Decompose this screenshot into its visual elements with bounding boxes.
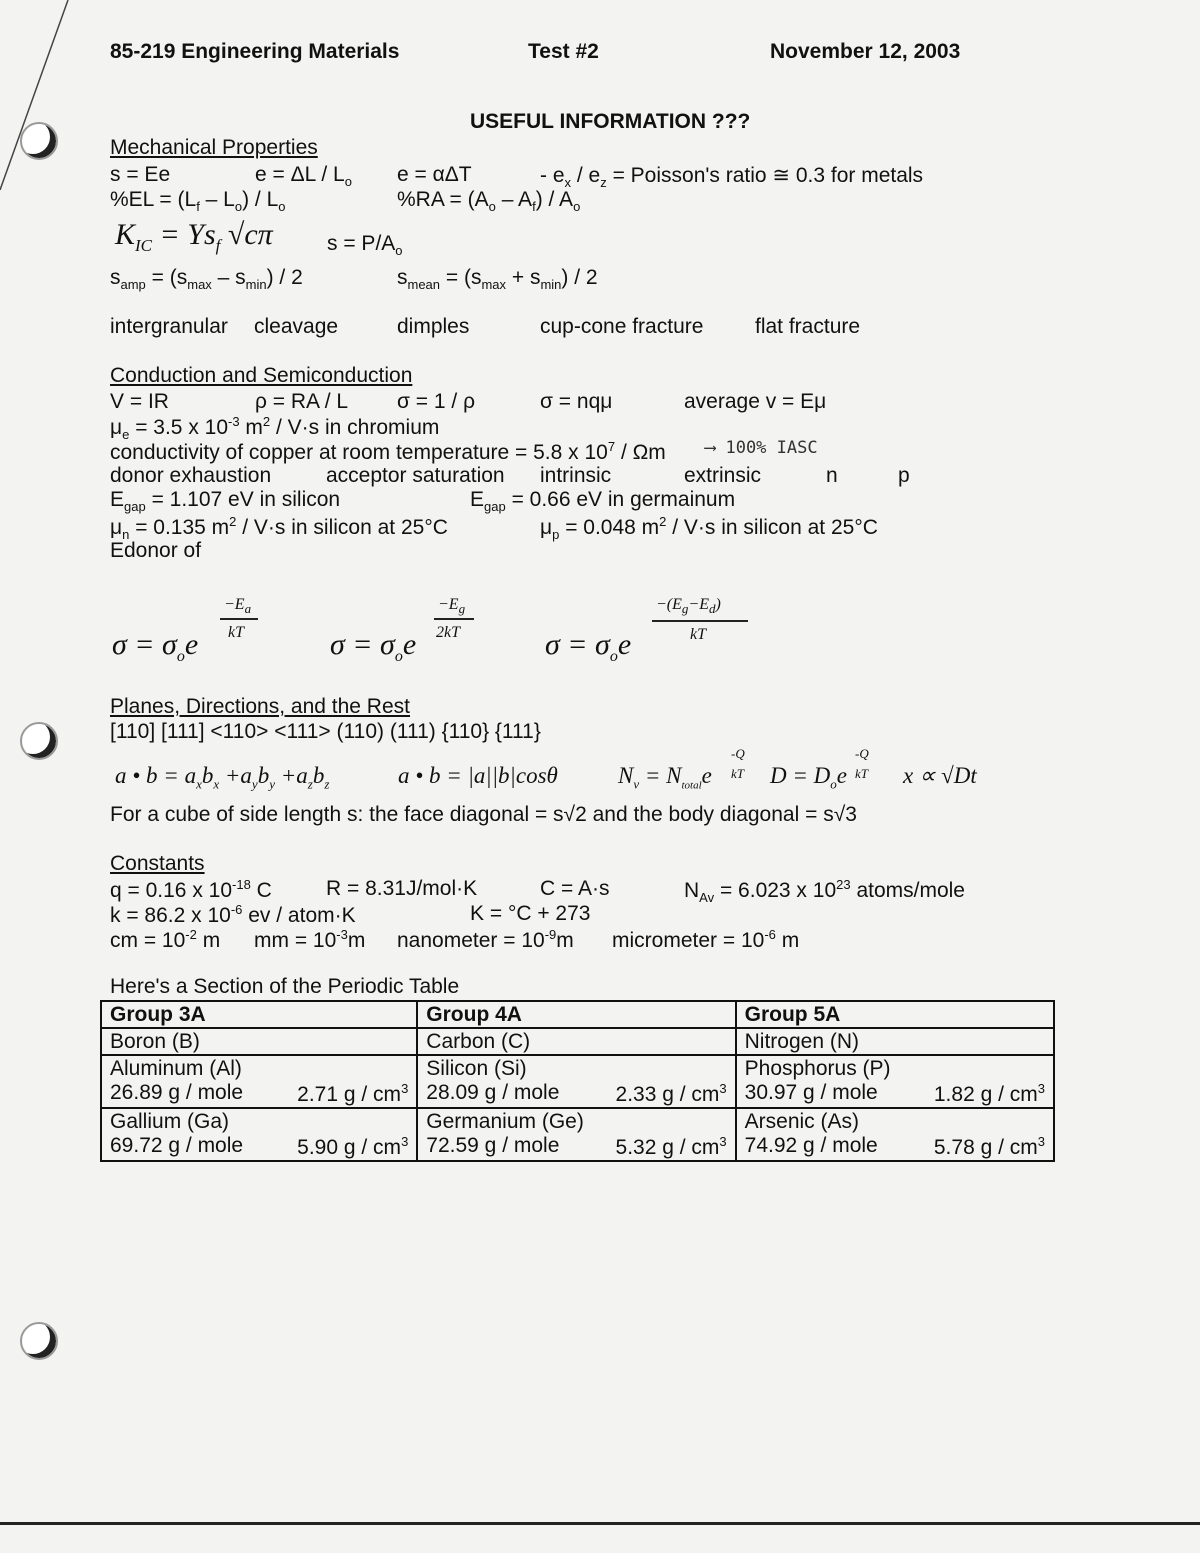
copper-conductivity: conductivity of copper at room temperature = 5.8 x $10^7$ / Ωm [110,439,666,464]
mechanical-heading: Mechanical Properties [110,136,318,159]
gas-constant: R = 8.31J/mol·K [326,877,478,900]
element-properties: 72.59 g / mole 5.32 g / $cm^3$ [417,1134,735,1161]
handwritten-note: ⟶ 100% IASC [705,438,818,458]
exponent-numerator: -Q [731,746,745,761]
periodic-table [100,1000,1055,1162]
dot-product-components-eq: a • $b = a_xb_x +a_yb_y +a_zb_z$ [115,763,330,792]
element-name: Carbon (C) [417,1028,735,1055]
electron-charge: q = 0.16 x $10^{-18}$ C [110,877,272,902]
thermal-strain-eq: e = αΔT [397,163,472,186]
element-name: Boron (B) [101,1028,417,1055]
fracture-toughness-eq: $K_{IC} = Ys_f$ √cπ [115,218,273,255]
semiconductor-term: donor exhaustion [110,464,272,487]
ohm-law-eq: V = IR [110,390,169,413]
exponent-numerator: -Q [855,746,869,761]
group-header: Group 4A [417,1001,735,1028]
fraction-bar [652,620,748,622]
mean-stress-eq: $s_{mean} = (s_{max} + s_{min}) / 2$ [397,266,598,293]
resistivity-eq: ρ = RA / L [255,390,349,413]
table-row [101,1108,1054,1134]
element-name: Arsenic (As) [736,1108,1054,1134]
fracture-term: dimples [397,315,470,338]
group-header: Group 3A [101,1001,417,1028]
element-properties: 69.72 g / mole 5.90 g / $cm^3$ [101,1134,417,1161]
diffusion-eq: $D = D_oe$ [770,763,847,792]
periodic-table-heading: Here's a Section of the Periodic Table [110,975,460,998]
conductivity-eq: σ = 1 / ρ [397,390,476,413]
nanometer-def: nanometer = $10^{-9}m$ [397,927,574,952]
fracture-term: flat fracture [755,315,861,338]
poisson-eq: - $e_x / e_z$ = Poisson's ratio ≅ 0.3 for metals [540,164,924,191]
exponent-denominator: kT [855,766,868,781]
dot-product-angle-eq: a • b = |a||b|cosθ [398,763,558,788]
planes-heading: Planes, Directions, and the Rest [110,695,410,718]
drift-velocity-eq: average v = Eμ [684,390,827,413]
test-number: Test #2 [528,40,599,63]
page-bottom-edge [0,1522,1200,1525]
test-date: November 12, 2003 [770,40,961,63]
fraction-bar [434,618,474,620]
centimeter-def: cm = $10^{-2}$ m [110,927,221,952]
semiconductor-term: p [898,464,910,487]
electron-mobility-silicon: $\mu_n = 0.135$ $m^2 / V\cdot s$ in silicon at 25°C [110,514,448,543]
semiconductor-term: n [826,464,838,487]
element-name: Aluminum (Al) [101,1055,417,1081]
amplitude-stress-eq: $s_{amp} = (s_{max} - s_{min}) / 2$ [110,266,303,293]
semiconductor-term: acceptor saturation [326,464,505,487]
element-properties: 30.97 g / mole 1.82 g / $cm^3$ [736,1081,1054,1108]
binder-hole-middle [20,722,58,760]
donor-conductivity-eq: $\sigma = \sigma_oe$ [545,628,632,665]
avogadro-number: $N_{Av} = 6.023$ x $10^{23}$ atoms/mole [684,877,965,906]
fracture-term: cup-cone fracture [540,315,704,338]
micrometer-def: micrometer = $10^{-6}$ m [612,927,800,952]
edonor-label: Edonor of [110,539,202,562]
hole-mobility-silicon: $\mu_p = 0.048$ $m^2 / V\cdot s$ in silicon at 25°C [540,514,878,543]
stress-strain-eq: s = Ee [110,163,171,186]
page-title: USEFUL INFORMATION ??? [470,110,751,133]
element-properties: 28.09 g / mole 2.33 g / $cm^3$ [417,1081,735,1108]
fracture-term: cleavage [254,315,339,338]
element-properties: 74.92 g / mole 5.78 g / $cm^3$ [736,1134,1054,1161]
table-row [101,1028,1054,1055]
element-name: Germanium (Ge) [417,1108,735,1134]
exponent-denominator: 2kT [436,624,460,641]
fracture-term: intergranular [110,315,228,338]
table-row [101,1134,1054,1161]
elongation-eq: $\%EL = (L_f - L_o) / L_o$ [110,188,286,215]
bandgap-silicon: $E_{gap} = 1.107$ eV in silicon [110,488,341,515]
extrinsic-conductivity-eq: $\sigma = \sigma_oe$ [112,628,199,665]
stress-eq: $s = P/A_o$ [327,232,403,259]
electron-mobility-chromium: $\mu_e = 3.5$ x $10^{-3}$ $m^2 / V\cdot s$ in chromium [110,414,440,443]
exponent-numerator: $-E_g$ [438,596,466,617]
coulomb-def: C = A·s [540,877,610,900]
element-properties: 26.89 g / mole 2.71 g / $cm^3$ [101,1081,417,1108]
exponent-denominator: kT [690,626,706,643]
intrinsic-conductivity-eq: $\sigma = \sigma_oe$ [330,628,417,665]
exponent-numerator: $-E_a$ [224,596,252,617]
constants-heading: Constants [110,852,205,875]
reduction-area-eq: $\%RA = (A_o - A_f) / A_o$ [397,188,581,215]
element-name: Silicon (Si) [417,1055,735,1081]
element-name: Gallium (Ga) [101,1108,417,1134]
semiconductor-term: extrinsic [684,464,762,487]
page-edge-line [0,0,80,200]
exponent-denominator: kT [731,766,744,781]
boltzmann-constant: k = 86.2 x $10^{-6}$ ev / atom·K [110,902,356,927]
course-title: 85-219 Engineering Materials [110,40,400,63]
table-header-row [101,1001,1054,1028]
bandgap-germanium: $E_{gap} = 0.66$ eV in germainum [470,488,736,515]
conductivity-nqmu-eq: σ = nqμ [540,390,613,413]
millimeter-def: mm = $10^{-3}m$ [254,927,366,952]
element-name: Nitrogen (N) [736,1028,1054,1055]
group-header: Group 5A [736,1001,1054,1028]
binder-hole-bottom [20,1322,58,1360]
table-row [101,1055,1054,1081]
vacancy-eq: $N_v = N_{total}e$ [618,763,712,792]
table-row [101,1081,1054,1108]
exponent-numerator: $-(E_g-E_d)$ [656,596,721,617]
fraction-bar [220,618,258,620]
exponent-denominator: kT [228,624,244,641]
miller-indices: [110] [111] <110> <111> (110) (111) {110} {111} [110,720,541,743]
diffusion-distance-eq: x ∝ √Dt [903,763,977,788]
binder-hole-top [20,122,58,160]
kelvin-conversion: K = °C + 273 [470,902,591,925]
element-name: Phosphorus (P) [736,1055,1054,1081]
semiconductor-term: intrinsic [540,464,612,487]
cube-diagonal-note: For a cube of side length s: the face diagonal = s√2 and the body diagonal = s√3 [110,803,857,826]
strain-eq: $e = \Delta L / L_o$ [255,163,352,190]
conduction-heading: Conduction and Semiconduction [110,364,413,387]
